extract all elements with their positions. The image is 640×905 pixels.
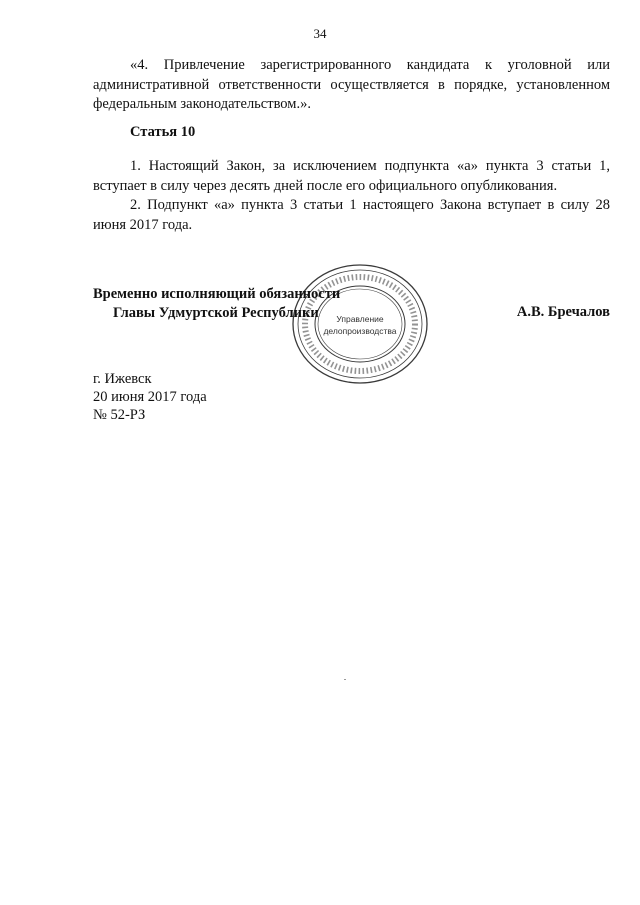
page-number: 34 — [313, 26, 327, 41]
place-date-number — [93, 370, 207, 424]
signer-title — [93, 285, 340, 323]
signer-name: А.В. Бречалов — [516, 304, 610, 320]
city: г. Ижевск — [93, 371, 152, 387]
scan-speck — [344, 679, 346, 680]
article-heading: Статья 10 — [130, 124, 196, 140]
paragraph-point-2: 2. Подпункт «а» пункта 3 статьи 1 настоящего Закона вступает в силу 28 июня 2017 года. — [93, 197, 610, 233]
stamp-center-line-2: делопроизводства — [323, 326, 397, 336]
signer-title-line-2: Главы Удмуртской Республики — [113, 305, 319, 321]
paragraph-point-1: 1. Настоящий Закон, за исключением подпункта «а» пункта 3 статьи 1, вступает в силу через десять дней после его официального опубликования. — [93, 158, 610, 194]
official-stamp — [289, 262, 431, 386]
stamp-center-line-1: Управление — [336, 314, 384, 324]
law-number: № 52-РЗ — [93, 407, 146, 423]
paragraph-item-4: «4. Привлечение зарегистрированного кандидата к уголовной или административной ответственности осуществляется в порядке, установленном федеральным законодательством.». — [93, 57, 610, 112]
signer-title-line-1: Временно исполняющий обязанности — [93, 286, 341, 302]
date: 20 июня 2017 года — [93, 389, 207, 405]
